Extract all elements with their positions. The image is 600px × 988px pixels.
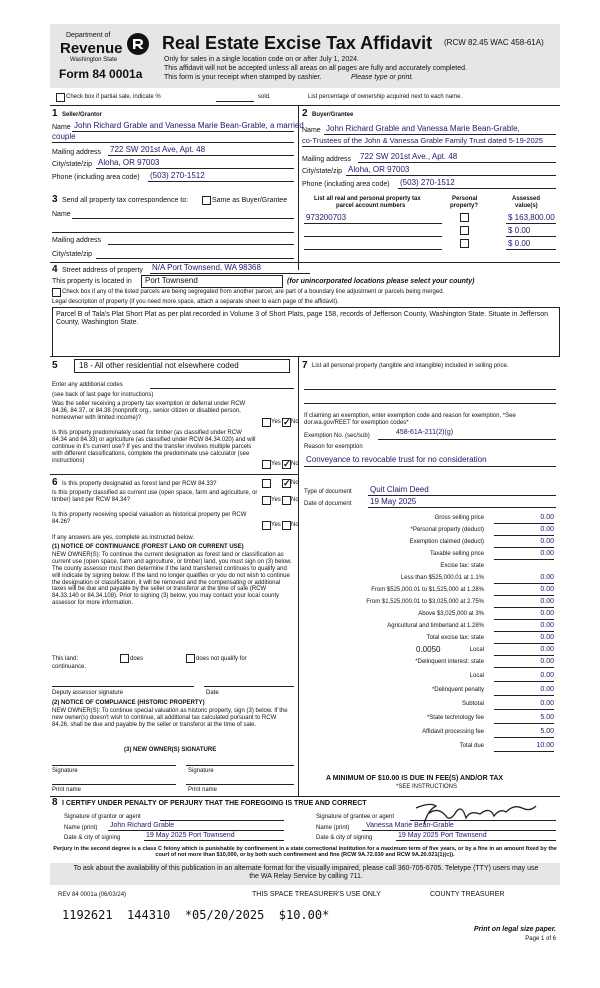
notice-compliance-heading: (2) NOTICE OF COMPLIANCE (HISTORIC PROPERTY) (52, 700, 205, 706)
does-checkbox[interactable] (120, 654, 129, 663)
new-owner-print-label-1: Print name (52, 787, 82, 793)
correspondence-city-line (96, 258, 294, 259)
seller-name-label: Name (52, 124, 71, 131)
correspondence-name-line-2 (52, 232, 294, 233)
seller-name-line-2 (52, 142, 294, 143)
unincorporated-note: (for unincorporated locations please select your county) (287, 278, 475, 285)
divider-top (50, 105, 560, 106)
buyer-city-label: City/state/zip (302, 168, 343, 175)
calc-value[interactable]: 0.00 (540, 646, 554, 653)
if-yes-note: If any answers are yes, complete as instructed below. (52, 535, 195, 541)
see-instructions-note: *SEE INSTRUCTIONS (396, 784, 458, 790)
buyer-name-value-1[interactable]: John Richard Grable and Vanessa Marie Bean-Grable, (326, 124, 520, 133)
parcel-value-1[interactable]: $ 163,800.00 (508, 213, 555, 222)
calc-row (300, 584, 560, 596)
personal-property-line-1 (304, 389, 556, 390)
seller-mail-line (108, 155, 294, 156)
buyer-mail-value[interactable]: 722 SW 201st Ave., Apt. 48 (360, 152, 458, 161)
seller-name-line (72, 131, 294, 132)
perjury-notice: Perjury in the second degree is a class C felony which is punishable by confinement in a state correctional institution for a maximum term of five years, or by a fine in an amount fixed by the court of not more than $10,000, or by both such confinement and fine (RCW 9A.72.030 and RCW 9A.20.021(1)(c)). (53, 846, 557, 859)
calc-row (300, 712, 560, 724)
current-use-yes-checkbox[interactable] (262, 496, 271, 505)
calc-label: Less than $525,000.01 at 1.1% (400, 575, 484, 581)
reason-line (304, 466, 556, 467)
calc-line (494, 751, 554, 752)
parcel-value-3[interactable]: $ 0.00 (508, 239, 531, 248)
new-owner-print-line-1 (52, 784, 176, 785)
buyer-phone-line (398, 188, 556, 189)
use-code-select[interactable] (74, 359, 290, 373)
calc-row (300, 596, 560, 608)
segregated-checkbox[interactable] (52, 288, 61, 297)
notice-compliance-body: NEW OWNER(S): To continue special valuation as historic property, sign (3) below. If the new owner(s) doesn't wish to continue, all additional tax calculated pursuant to RCW 84.26, shall be due and payable by the seller or transferor at the time of sale. (52, 708, 288, 728)
calc-value[interactable]: 0.00 (540, 622, 554, 629)
calc-value[interactable]: 0.00 (540, 526, 554, 533)
seller-name-value-1[interactable]: John Richard Grable and Vanessa Marie Bean-Grable, a married (74, 121, 304, 130)
use-code-value: 18 - All other residential not elsewhere coded (79, 361, 239, 370)
timber-no-label: No (291, 461, 299, 467)
header-note-3: This form is your receipt when stamped by cashier. (164, 74, 322, 81)
new-owner-print-label-2: Print name (188, 787, 218, 793)
buyer-phone-value[interactable]: (503) 270-1512 (400, 178, 455, 187)
parcel-col3-header-b: value(s) (515, 203, 538, 209)
divider-section-5 (50, 356, 560, 357)
current-use-yes-label: Yes (271, 497, 281, 503)
calc-row (300, 524, 560, 536)
deputy-signature-line (52, 686, 194, 687)
calc-value[interactable]: 0.00 (540, 514, 554, 521)
new-owner-signature-heading: (3) NEW OWNER(S) SIGNATURE (124, 747, 217, 753)
calc-label: From $1,525,000.01 to $3,025,000 at 2.75% (366, 599, 484, 605)
treasurer-use-label: THIS SPACE TREASURER'S USE ONLY (252, 891, 381, 898)
same-as-buyer-checkbox[interactable] (202, 196, 211, 205)
current-use-no-checkbox[interactable] (282, 496, 291, 505)
calc-label: *Delinquent penalty (431, 687, 484, 693)
revenue-logo-icon (126, 32, 150, 56)
divider-section-8 (50, 796, 560, 797)
parcel-value-2[interactable]: $ 0.00 (508, 226, 531, 235)
calc-value[interactable]: 0.00 (540, 586, 554, 593)
buyer-mail-line (358, 162, 556, 163)
calc-label: Total excise tax: state (426, 635, 484, 641)
document-type-value[interactable]: Quit Claim Deed (370, 485, 429, 494)
dept-line1: Department of (66, 32, 111, 39)
exemption-text: If claiming an exemption, enter exemption code and reason for exemption. *See dor.wa.gov/REET for exemption codes* (304, 413, 516, 426)
calc-value[interactable]: 0.00 (540, 598, 554, 605)
located-select[interactable] (141, 275, 283, 288)
partial-sale-line (216, 101, 254, 102)
parcel-number-1[interactable]: 973200703 (306, 213, 347, 222)
section-1-number: 1 (52, 108, 58, 119)
notice-continuance-body: NEW OWNER(S): To continue the current designation as forest land or classification as current use (open space, farm and agriculture, or timber) land, you must sign on (3) below. The county assessor must then determine if the land transferred continues to qualify and will indicate by signing below. If the land no longer qualifies or you do not wish to continue the designation or classification, it will be removed and the compensating or additional taxes will be due and payable by the seller or transferor at the time of sale (RCW 84.33.140 or 84.34.108). Prior to signing (3) below, you may contact your local county assessor for more information. (52, 552, 292, 607)
legal-description-value: Parcel B of Tala's Plat Short Plat as per plat recorded in Volume 3 of Short Plats, page 158, records of Jefferson County, Washington State. Situate in Jefferson County, Washington State. (56, 311, 549, 327)
parcel-col1-header: List all real and personal property tax (314, 196, 421, 202)
calc-row (300, 560, 560, 572)
seller-mail-value[interactable]: 722 SW 201st Ave, Apt. 48 (110, 145, 206, 154)
exemption-no-checkbox[interactable] (282, 418, 291, 427)
calc-label: Above $3,025,000 at 3% (418, 611, 484, 617)
new-owner-print-line-2 (186, 784, 294, 785)
calc-line (494, 737, 554, 738)
grantee-date-label: Date & city of signing (316, 835, 373, 841)
document-date-label: Date of document (304, 501, 352, 507)
section-6-number: 6 (52, 477, 58, 488)
new-owner-signature-line-1 (52, 765, 176, 766)
current-use-no-label: No (291, 497, 299, 503)
correspondence-mail-line (108, 244, 294, 245)
calc-value[interactable]: 0.00 (540, 672, 554, 679)
calc-label: Exemption claimed (deduct) (409, 539, 484, 545)
calc-value[interactable]: 0.00 (540, 700, 554, 707)
grantee-signature-label: Signature of grantee or agent (316, 814, 395, 820)
grantor-name-label: Name (print) (64, 825, 98, 831)
grantee-name-line (362, 830, 556, 831)
form-title: Real Estate Excise Tax Affidavit (162, 33, 433, 53)
calc-line (494, 723, 554, 724)
calc-value[interactable]: 0.00 (540, 610, 554, 617)
calc-value[interactable]: 5.00 (540, 714, 554, 721)
see-back-label: (see back of last page for instructions) (52, 392, 154, 398)
calc-value[interactable]: 0.00 (540, 686, 554, 693)
minimum-due-note: A MINIMUM OF $10.00 IS DUE IN FEE(S) AND/OR TAX (326, 775, 504, 782)
grantor-date-value[interactable]: 19 May 2025 Port Townsend (146, 832, 235, 839)
section-7-number: 7 (302, 360, 308, 371)
list-percentage-note: List percentage of ownership acquired next to each name. (308, 94, 463, 100)
timber-yes-label: Yes (271, 461, 281, 467)
this-land-label: This land: (52, 656, 79, 662)
calc-label: Affidavit processing fee (422, 729, 484, 735)
seller-city-label: City/state/zip (52, 161, 93, 168)
new-owner-signature-label-1: Signature (52, 768, 78, 774)
section-2-number: 2 (302, 108, 308, 119)
calc-row (300, 608, 560, 620)
calc-value[interactable]: 10.00 (536, 742, 554, 749)
correspondence-name-label: Name (52, 211, 71, 218)
calc-row (300, 620, 560, 632)
calc-label: *Personal property (deduct) (410, 527, 484, 533)
calc-row (300, 536, 560, 548)
exemption-number-line (378, 439, 556, 440)
calc-row (300, 698, 560, 710)
calc-value[interactable]: 0.00 (540, 634, 554, 641)
personal-property-checkbox-1[interactable] (460, 213, 469, 222)
calc-row (300, 684, 560, 696)
seller-city-line (96, 168, 294, 169)
header-note-3b: Please type or print. (351, 74, 414, 81)
county-treasurer-label: COUNTY TREASURER (430, 891, 505, 898)
correspondence-text: Send all property tax correspondence to: (62, 197, 189, 204)
calc-label: Total due (459, 743, 484, 749)
street-line (150, 273, 310, 274)
legal-description-label: Legal description of property (if you need more space, attach a separate sheet to each page of the affidavit). (52, 299, 339, 305)
buyer-name-line (324, 134, 556, 135)
historic-question: Is this property receiving special valuation as historical property per RCW 84.26? (52, 512, 247, 525)
legal-description-box[interactable] (52, 307, 560, 357)
calc-label: Agricultural and timberland at 1.28% (387, 623, 484, 629)
grantee-name-label: Name (print) (316, 825, 350, 831)
calc-label: From $525,000.01 to $1,525,000 at 1.28% (371, 587, 484, 593)
exemption-deferral-question: Was the seller receiving a property tax exemption or deferral under RCW 84.36, 84.37, or 84.38 (nonprofit org., senior citizen or disabled person, homeowner with limited income)? (52, 401, 246, 421)
calc-label: Taxable selling price (429, 551, 484, 557)
dor-logo (56, 28, 156, 84)
calc-row (300, 656, 560, 668)
personal-property-checkbox-3[interactable] (460, 239, 469, 248)
form-number: Form 84 0001a (59, 67, 143, 81)
partial-sale-checkbox[interactable] (56, 93, 65, 102)
partial-sale-label: Check box if partial sale, indicate % (66, 94, 161, 100)
calc-row (300, 740, 560, 752)
seller-phone-label: Phone (including area code) (52, 174, 140, 181)
parcel-col3-header: Assessed (512, 196, 541, 202)
page-number: Page 1 of 6 (525, 936, 556, 942)
buyer-phone-label: Phone (including area code) (302, 181, 390, 188)
legal-paper-note: Print on legal size paper. (473, 926, 556, 933)
form-rcw: (RCW 82.45 WAC 458-61A) (444, 38, 544, 47)
grantor-date-line (144, 840, 284, 841)
calc-label: Gross selling price (434, 515, 484, 521)
calc-label: Local (469, 647, 484, 653)
seller-phone-value[interactable]: (503) 270-1512 (150, 171, 205, 180)
calc-line (494, 667, 554, 668)
divider-section-4 (50, 262, 560, 263)
grantee-date-value[interactable]: 19 May 2025 Port Townsend (398, 832, 487, 839)
exemption-number-value[interactable]: 458-61A-211(2)(g) (396, 429, 454, 436)
parcel-line-2 (304, 236, 442, 237)
header-note-2: This affidavit will not be accepted unless all areas on all pages are fully and accurately completed. (164, 65, 467, 72)
deputy-date-line (204, 686, 294, 687)
section-3-number: 3 (52, 194, 58, 205)
grantee-signature-line (410, 820, 556, 821)
personal-property-text: List all personal property (tangible and intangible) included in selling price. (312, 363, 509, 369)
personal-property-checkbox-2[interactable] (460, 226, 469, 235)
calc-line (494, 681, 554, 682)
seller-mail-label: Mailing address (52, 149, 102, 156)
seller-city-value[interactable]: Aloha, OR 97003 (98, 158, 160, 167)
does-not-checkbox[interactable] (186, 654, 195, 663)
calc-row (300, 548, 560, 560)
additional-codes-label: Enter any additional codes (52, 382, 123, 388)
timber-yes-checkbox[interactable] (262, 460, 271, 469)
exemption-number-label: Exemption No. (sec/sub) (304, 433, 370, 439)
alternate-format-notice: To ask about the availability of this publication in an alternate format for the visually impaired, please call 360-705-6705. Teletype (TTY) users may use the WA Relay Service by calling 711. (73, 865, 539, 881)
personal-property-line-2 (304, 403, 556, 404)
forest-no-checkbox[interactable] (282, 479, 291, 488)
grantor-date-label: Date & city of signing (64, 835, 121, 841)
exemption-yes-checkbox[interactable] (262, 418, 271, 427)
seller-phone-line (148, 181, 294, 182)
located-value: Port Townsend (145, 276, 198, 285)
calc-label: Excise tax: state (440, 563, 484, 569)
grantee-date-line (396, 840, 556, 841)
calc-row (300, 512, 560, 524)
new-owner-signature-label-2: Signature (188, 768, 214, 774)
notice-continuance-heading: (1) NOTICE OF CONTINUANCE (FOREST LAND OR CURRENT USE) (52, 544, 244, 550)
segregated-label: Check box if any of the listed parcels are being segregated from another parcel, are part of a boundary line adjustment or parcels being merged. (62, 289, 445, 295)
correspondence-mail-label: Mailing address (52, 237, 102, 244)
buyer-name-line-2 (302, 146, 556, 147)
seller-heading: Seller/Grantor (62, 112, 103, 118)
does-label: does (130, 656, 144, 662)
grantor-name-line (108, 830, 284, 831)
seller-name-value-2[interactable]: couple (52, 132, 76, 141)
continuance-label: continuance. (52, 664, 87, 670)
timber-ag-question: Is this property predominately used for timber (as classified under RCW 84.34 and 84.33) or agriculture (as classified under RCW 84.34.020) and will continue in it's current use? If yes and the transfer involves multiple parcels with different classifications, complete the predominate use calculator (see instructions) (52, 430, 256, 464)
timber-no-checkbox[interactable] (282, 460, 291, 469)
calc-row (300, 726, 560, 738)
calc-value[interactable]: 0.00 (540, 658, 554, 665)
calc-value[interactable]: 5.00 (540, 728, 554, 735)
header-note-1: Only for sales in a single location code on or after July 1, 2024. (164, 56, 359, 63)
reason-label: Reason for exemption (304, 444, 363, 450)
calc-line (494, 695, 554, 696)
exemption-yes-label: Yes (271, 419, 281, 425)
parcel-line-3 (304, 249, 442, 250)
new-owner-signature-line-2 (186, 765, 294, 766)
grantor-signature-label: Signature of grantor or agent (64, 814, 141, 820)
sold-label: sold. (258, 94, 271, 100)
tax-calculation (300, 512, 560, 762)
grantor-name-value[interactable]: John Richard Grable (110, 822, 175, 829)
historic-yes-label: Yes (271, 522, 281, 528)
certify-statement: I CERTIFY UNDER PENALTY OF PERJURY THAT THE FOREGOING IS TRUE AND CORRECT (62, 800, 367, 807)
section-8-number: 8 (52, 797, 58, 808)
does-not-label: does not qualify for (196, 656, 247, 662)
exemption-no-label: No (291, 419, 299, 425)
street-value[interactable]: N/A Port Townsend, WA 98368 (152, 263, 261, 272)
additional-codes-line (150, 388, 294, 389)
calc-label: *State technology fee (426, 715, 484, 721)
buyer-city-value[interactable]: Aloha, OR 97003 (348, 165, 410, 174)
buyer-mail-label: Mailing address (302, 156, 352, 163)
parcel-value-line-1 (506, 223, 556, 224)
correspondence-city-label: City/state/zip (52, 251, 93, 258)
parcel-line-1 (304, 223, 442, 224)
correspondence-name-line (72, 218, 294, 219)
grantor-signature-line (160, 820, 284, 821)
forest-land-question: Is this property designated as forest land per RCW 84.33? (62, 481, 217, 487)
same-as-buyer-label: Same as Buyer/Grantee (212, 197, 288, 204)
calc-row (300, 670, 560, 682)
section-4-number: 4 (52, 264, 58, 275)
calc-label: Subtotal (461, 701, 484, 707)
calc-row (300, 632, 560, 644)
parcel-col2-header: Personal (452, 196, 478, 202)
calc-value[interactable]: 0.00 (540, 538, 554, 545)
forest-no-label: No (291, 480, 299, 486)
revision-label: REV 84 0001a (06/03/24) (58, 892, 127, 898)
calc-value[interactable]: 0.00 (540, 550, 554, 557)
document-date-value[interactable]: 19 May 2025 (370, 497, 417, 506)
calc-label: *Delinquent interest: state (415, 659, 484, 665)
calc-label: Local (469, 673, 484, 679)
historic-yes-checkbox[interactable] (262, 521, 271, 530)
deputy-signature-label: Deputy assessor signature (52, 690, 124, 696)
grantee-name-value[interactable]: Vanessa Marie Bean-Grable (366, 822, 454, 829)
current-use-question: Is this property classified as current use (open space, farm and agriculture, or timber) land per RCW 84.34? (52, 490, 258, 503)
section-5-number: 5 (52, 360, 58, 371)
calc-value[interactable]: 0.00 (540, 574, 554, 581)
parcel-col1-header-b: parcel account numbers (336, 203, 406, 209)
buyer-name-label: Name (302, 127, 321, 134)
located-label: This property is located in (52, 278, 132, 285)
parcel-col2-header-b: property? (450, 203, 479, 209)
parcel-value-line-2 (506, 236, 556, 237)
divider-section-6 (50, 474, 298, 475)
dept-line2: Washington State (70, 57, 118, 63)
parcel-value-line-3 (506, 249, 556, 250)
street-label: Street address of property (62, 267, 143, 274)
calc-row (300, 644, 560, 656)
calc-row (300, 572, 560, 584)
buyer-name-value-2[interactable]: co-Trustees of the John & Vanessa Grable Family Trust dated 5-19-2025 (302, 136, 543, 145)
historic-no-checkbox[interactable] (282, 521, 291, 530)
treasurer-stamp: 1192621 144310 *05/20/2025 $10.00* (62, 908, 330, 922)
document-date-line (368, 507, 556, 508)
buyer-heading: Buyer/Grantee (312, 112, 354, 118)
reason-value[interactable]: Conveyance to revocable trust for no consideration (306, 455, 487, 464)
calc-line (494, 709, 554, 710)
deputy-date-label: Date (206, 690, 219, 696)
document-type-line (368, 495, 556, 496)
forest-yes-checkbox[interactable] (262, 479, 271, 488)
dept-name: Revenue (60, 40, 123, 57)
local-rate: 0.0050 (416, 645, 441, 654)
historic-no-label: No (291, 522, 299, 528)
buyer-city-line (346, 175, 556, 176)
document-type-label: Type of document (304, 489, 352, 495)
